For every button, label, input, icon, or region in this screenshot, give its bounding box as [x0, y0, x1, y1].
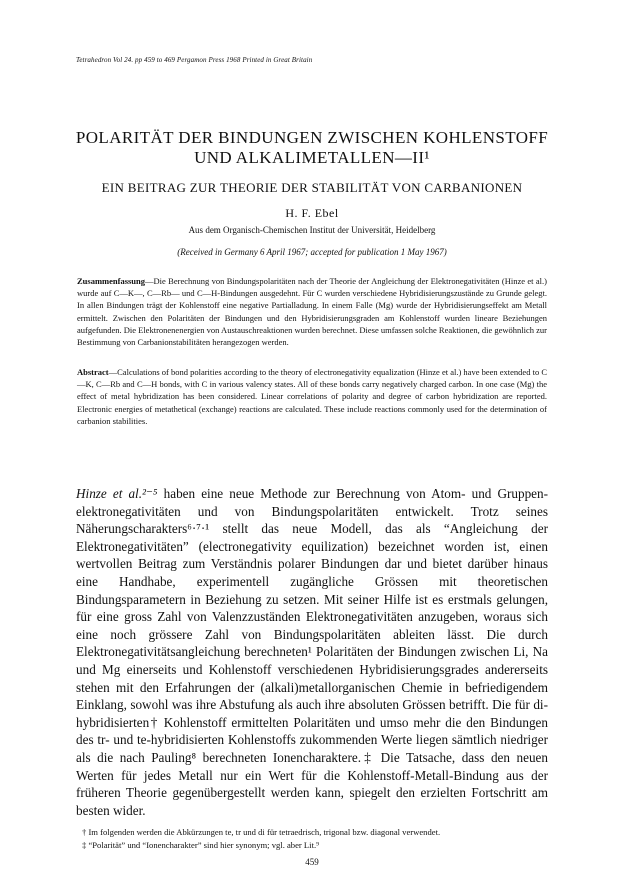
journal-header: Tetrahedron Vol 24. pp 459 to 469 Pergamon Press 1968 Printed in Great Britain [76, 56, 313, 64]
abstract-text: —Calculations of bond polarities according to the theory of electronegativity equalization (Hinze et al.) have been extended to C—K, C—Rb and C—H bonds, with C in various valency states. All of these bonds carry negatively charged carbon. In one case (Mg) the effect of metal hybridization has been considered. Linear correlations of polarity and degree of carbon hybridization are reported. Electronic energies of metathetical (exchange) reactions are calculated. These include reactions commonly used for the determination of carbanion stabilities. [77, 367, 547, 426]
subtitle: EIN BEITRAG ZUR THEORIE DER STABILITÄT VON CARBANIONEN [101, 180, 523, 195]
footnote-dagger: † Im folgenden werden die Abkürzungen te, tr und di für tetraedrisch, trigonal bzw. diagonal verwendet. [82, 827, 441, 837]
body-lead-citation: Hinze et al.²⁻⁵ [76, 486, 158, 501]
affiliation: Aus dem Organisch-Chemischen Institut der Universität, Heidelberg [188, 225, 436, 235]
title-line-1: POLARITÄT DER BINDUNGEN ZWISCHEN KOHLENSTOFF [75, 128, 549, 147]
abstract [77, 366, 547, 427]
zusammenfassung [77, 275, 547, 348]
footnote-double-dagger: ‡ “Polarität” und “Ionencharakter” sind hier synonym; vgl. aber Lit.⁹ [82, 840, 320, 850]
abstract-label: Abstract [77, 367, 109, 377]
received-dates: (Received in Germany 6 April 1967; accepted for publication 1 May 1967) [177, 247, 447, 257]
title-line-2: UND ALKALIMETALLEN—II¹ [194, 148, 430, 167]
zusammenfassung-label: Zusammenfassung [77, 276, 146, 286]
body-text: haben eine neue Methode zur Berechnung von Atom- und Gruppen-elektronegativitäten und von Bindungspolaritäten entwickelt. Trotz seines Näherungscharakters⁶·⁷·¹ stellt das neue Modell, das als “Angleichung der Elektronegativitäten” (electronegativity equilization) bezeichnet worden ist, einen wertvollen Beitrag zum Verständnis polarer Bindungen dar und bietet darüber hinaus eine Handhabe, experimentell zugängliche Grössen mit theoretischen Bindungsparametern in Beziehung zu setzen. Mit seiner Hilfe ist es erstmals gelungen, für eine gross Zahl von Valenzzuständen Elektronegativitäten anzugeben, woraus sich eine noch grössere Zahl von Bindungspolaritäten ableiten lässt. Die durch Elektronegativitätsangleichung berechneten¹ Polaritäten der Bindungen zwischen Li, Na und Mg einerseits und Kohlenstoff verschiedenen Hybridisierungsgrades andererseits stehen mit den Erfahrungen der (alkali)metallorganischen Chemie in befriedigendem Einklang, sowohl was ihre Abstufung als auch ihre absoluten Grössen betrifft. Die für di-hybridisierten† Kohlenstoff ermittelten Polaritäten und umso mehr die den Bindungen des tr- und te-hybridisierten Kohlenstoffs zukommenden Werte liegen sämtlich niedriger als die nach Pauling⁸ berechneten Ionencharaktere.‡ Die Tatsache, dass den neuen Werten für jedes Metall nur ein Wert für die Kohlenstoff-Metall-Bindung aus der früheren Theorie gegenübergestellt werden kann, spiegelt den erzielten Fortschritt am besten wider. [76, 486, 549, 818]
page-number: 459 [305, 857, 319, 867]
author: H. F. Ebel [285, 206, 339, 220]
zusammenfassung-text: —Die Berechnung von Bindungspolaritäten nach der Theorie der Angleichung der Elektronegativitäten (Hinze et al.) wurde auf C—K—, C—Rb— und C—H-Bindungen ausgedehnt. Für C wurden verschiedene Hybridisierungszustände zu Grunde gelegt. In allen Bindungen trägt der Kohlenstoff eine negative Partialladung. In einem Falle (Mg) wurde der Hybridisierungseffekt am Metall ermittelt. Zwischen den Polaritäten der Bindungen und den Hybridisierungsgraden am Kohlenstoff wurden lineare Beziehungen aufgefunden. Die Elektronenenergien von Austauschreaktionen wurden berechnet. Diese umfassen solche Reaktionen, die gewöhnlich zur Bestimmung von Carbanionstabilitäten herangezogen werden. [77, 276, 548, 348]
body-paragraph [76, 485, 548, 819]
